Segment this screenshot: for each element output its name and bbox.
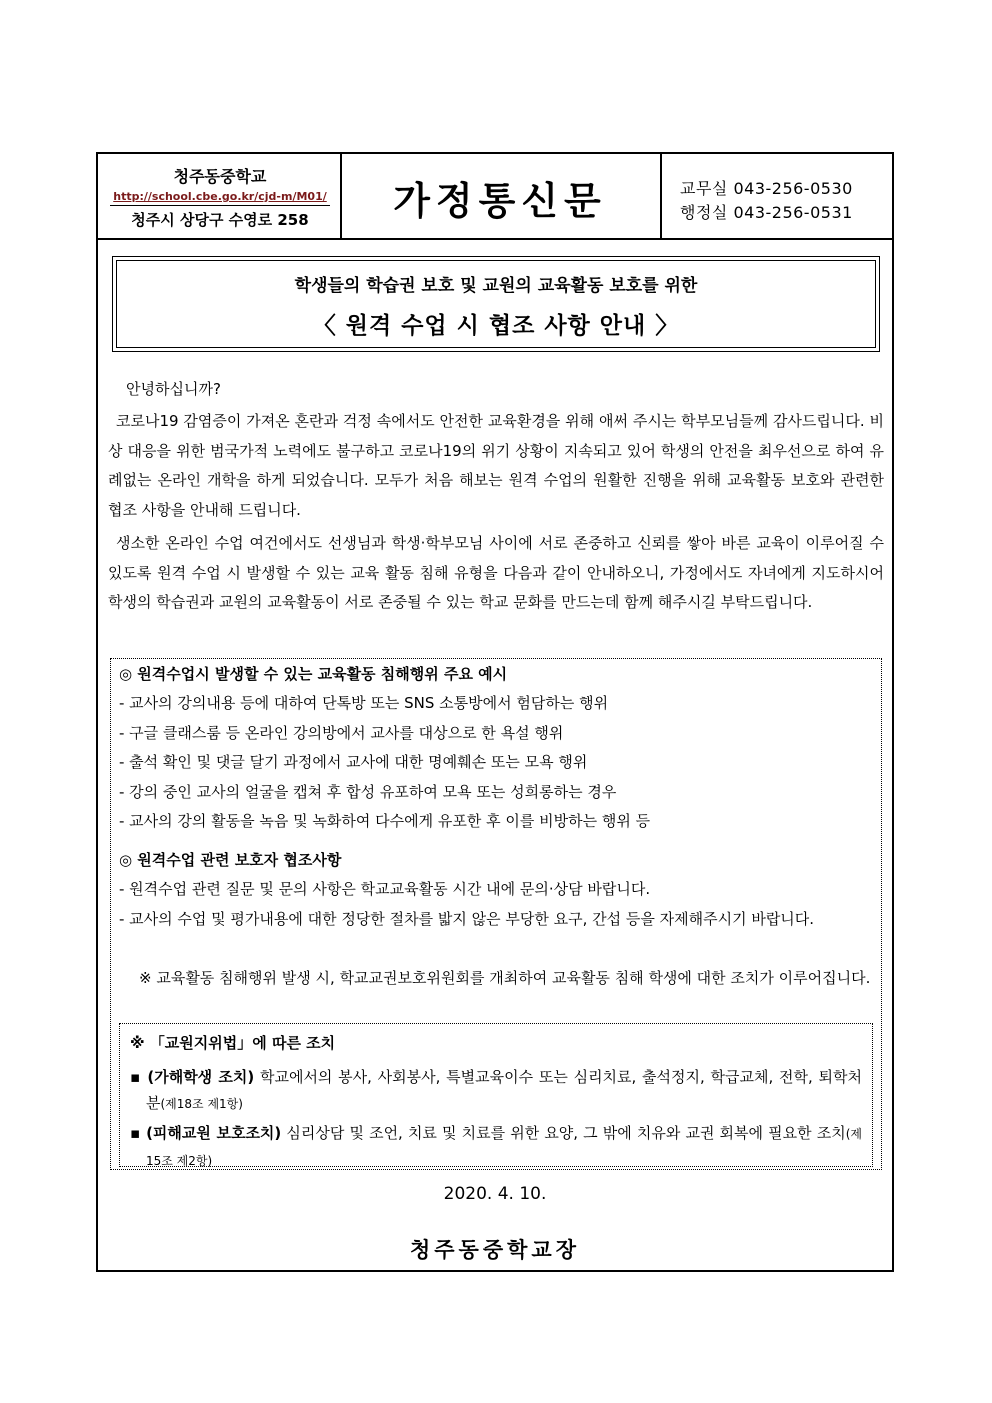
section-heading-violations: ◎ 원격수업시 발생할 수 있는 교육활동 침해행위 주요 예시 xyxy=(119,665,508,683)
notice-title-box xyxy=(112,256,880,352)
violation-list xyxy=(119,689,871,837)
law-item-label: ▪ (가해학생 조치) xyxy=(130,1068,255,1086)
law-item-teacher-protection xyxy=(130,1120,862,1174)
body-paragraph-2: 생소한 온라인 수업 여건에서도 선생님과 학생·학부모님 사이에 서로 존중하고 신뢰를 쌓아 바른 교육이 이루어질 수 있도록 원격 수업 시 발생할 수 있는 교육 활동 침해 유형을 다음과 같이 안내하오니, 가정에서도 자녀에게 지도하시어 학생의 학습권과 교원의 교육활동이 서로 존중될 수 있는 학교 문화를 만드는데 함께 해주시길 부탁드립니다. xyxy=(108,534,884,611)
newsletter-page xyxy=(96,152,894,1272)
list-item: - 교사의 강의내용 등에 대하여 단톡방 또는 SNS 소통방에서 험담하는 행위 xyxy=(119,694,609,712)
list-item: - 출석 확인 및 댓글 달기 과정에서 교사에 대한 명예훼손 또는 모욕 행위 xyxy=(119,753,588,771)
list-item: - 교사의 수업 및 평가내용에 대한 정당한 절차를 밟지 않은 부당한 요구, 간섭 등을 자제해주시기 바랍니다. xyxy=(119,909,815,928)
signer-principal: 청주동중학교장 xyxy=(409,1238,580,1262)
school-url-divider xyxy=(110,205,330,206)
list-item: - 구글 클래스룸 등 온라인 강의방에서 교사를 대상으로 한 욕설 행위 xyxy=(119,723,564,742)
list-item: - 교사의 강의 활동을 녹음 및 녹화하여 다수에게 유포한 후 이를 비방하는 행위 등 xyxy=(119,812,651,830)
body-paragraph-1: 코로나19 감염증이 가져온 혼란과 걱정 속에서도 안전한 교육환경을 위해 애써 주시는 학부모님들께 감사드립니다. 비상 대응을 위한 범국가적 노력에도 불구하고 코로나19의 위기 상황이 지속되고 있어 학생의 안전을 최우선으로 하여 유례없는 온라인 개학을 하게 되었습니다. 모두가 처음 해보는 원격 수업의 원활한 진행을 위해 교육활동 보호와 관련한 협조 사항을 안내해 드립니다. xyxy=(108,412,884,519)
law-item-label: ▪ (피해교원 보호조치) xyxy=(130,1124,282,1142)
law-measures-title: ※ 「교원지위법」에 따른 조치 xyxy=(130,1034,336,1052)
greeting: 안녕하십니까? xyxy=(126,380,221,398)
law-item-reference: (제18조 제1항) xyxy=(160,1097,243,1111)
phone-admin-office: 행정실 043-256-0531 xyxy=(680,203,853,222)
school-name: 청주동중학교 xyxy=(173,167,267,186)
notice-subtitle: 학생들의 학습권 보호 및 교원의 교육활동 보호를 위한 xyxy=(294,276,698,296)
phone-academic-office: 교무실 043-256-0530 xyxy=(680,179,853,198)
notice-title: 〈 원격 수업 시 협조 사항 안내 〉 xyxy=(312,313,680,339)
cooperation-list xyxy=(119,875,871,934)
law-item-reference: (제15조 제2항) xyxy=(146,1127,862,1168)
school-info-cell xyxy=(98,154,342,238)
newsletter-title-cell xyxy=(342,154,662,238)
newsletter-title: 가정통신문 xyxy=(393,179,607,223)
list-item: - 원격수업 관련 질문 및 문의 사항은 학교교육활동 시간 내에 문의·상담 바랍니다. xyxy=(119,880,651,898)
school-url-link[interactable]: http://school.cbe.go.kr/cjd-m/M01/ xyxy=(113,190,327,203)
list-item: - 강의 중인 교사의 얼굴을 캡쳐 후 합성 유포하여 모욕 또는 성희롱하는 경우 xyxy=(119,782,617,801)
law-item-text: 학교에서의 봉사, 사회봉사, 특별교육이수 또는 심리치료, 출석정지, 학급교체, 전학, 퇴학처분 xyxy=(146,1068,862,1112)
contact-cell xyxy=(662,154,892,238)
section-heading-cooperation: ◎ 원격수업 관련 보호자 협조사항 xyxy=(119,851,342,869)
law-measures-box xyxy=(119,1023,873,1167)
school-address: 청주시 상당구 수영로 258 xyxy=(131,211,309,229)
law-item-offender-measures xyxy=(130,1064,862,1117)
cooperation-note: ※ 교육활동 침해행위 발생 시, 학교교권보호위원회를 개최하여 교육활동 침해 학생에 대한 조치가 이루어집니다. xyxy=(139,969,871,987)
issue-date: 2020. 4. 10. xyxy=(443,1184,547,1204)
newsletter-header xyxy=(98,154,892,240)
law-item-text: 심리상담 및 조언, 치료 및 치료를 위한 요양, 그 밖에 치유와 교권 회복에 필요한 조치 xyxy=(281,1124,846,1142)
guidance-box xyxy=(110,658,882,1170)
